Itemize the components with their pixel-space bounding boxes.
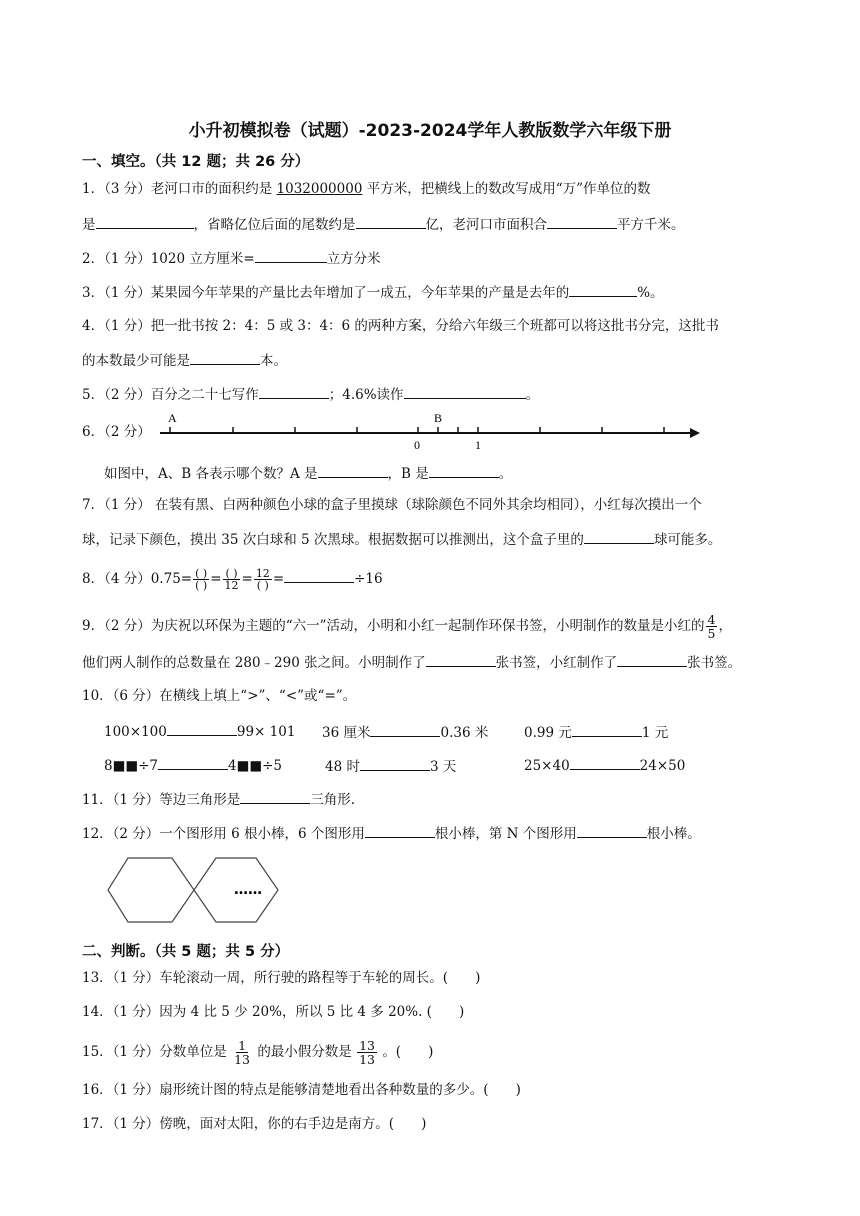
fraction-denominator: 5 — [707, 626, 716, 641]
comparison-item — [104, 755, 282, 774]
comparison-left: 36 厘米 — [322, 725, 371, 741]
fraction-2 — [223, 568, 241, 591]
q15-text-b: 的最小假分数是 — [257, 1044, 352, 1060]
q5-text-b: ；4.6%读作 — [328, 387, 404, 403]
question-5 — [82, 384, 539, 405]
q12-text-a: 12．（2 分）一个图形用 6 根小棒，6 个图形用 — [82, 826, 365, 842]
q3-text-b: %。 — [637, 285, 664, 301]
hexagon-shape — [108, 858, 194, 922]
q4-text-c: 本。 — [260, 353, 287, 369]
comparison-left: 100×100 — [104, 724, 167, 740]
answer-blank[interactable] — [356, 214, 426, 229]
question-15 — [82, 1039, 433, 1066]
question-6-label: 6．（2 分） — [82, 424, 151, 440]
answer-blank[interactable] — [570, 755, 640, 770]
comparison-right: 24×50 — [639, 758, 686, 774]
question-4-line-2 — [82, 350, 287, 371]
answer-blank[interactable] — [96, 214, 194, 229]
point-b-label: B — [434, 411, 443, 425]
q9-text-c: 张书签，小红制作了 — [495, 655, 618, 671]
comparison-right: 99× 101 — [236, 724, 296, 740]
fraction-1-numerator[interactable]: ( ) — [195, 567, 208, 580]
question-10-label: 10．（6 分）在横线上填上“>”、“<”或“=”。 — [82, 688, 357, 704]
equals-sign: = — [241, 571, 253, 587]
q6-text-c: ，B 是 — [387, 466, 429, 482]
comparison-left: 8■■÷7 — [104, 758, 158, 774]
equals-sign: = — [210, 571, 222, 587]
q4-text-b: 的本数最少可能是 — [82, 353, 190, 369]
q5-text-c: 。 — [525, 387, 540, 403]
question-3 — [82, 282, 664, 303]
answer-blank[interactable] — [167, 721, 237, 736]
q1-number: 1032000000 — [276, 181, 363, 197]
answer-blank[interactable] — [426, 652, 496, 667]
comparison-right: 4■■÷5 — [228, 758, 282, 774]
one-label: 1 — [475, 438, 481, 452]
continuation-dots: …… — [234, 882, 262, 898]
q1-text-f: 平方千米。 — [617, 217, 685, 233]
fraction-3 — [254, 568, 272, 591]
q6-text-d: 。 — [498, 466, 513, 482]
answer-blank[interactable] — [240, 789, 310, 804]
answer-blank[interactable] — [158, 755, 228, 770]
q7-text-b: 球，记录下颜色，摸出 35 次白球和 5 次黑球。根据数据可以推测出，这个盒子里的 — [82, 532, 584, 548]
comparison-right: 1 元 — [641, 725, 669, 741]
question-6-text — [104, 463, 512, 484]
comparison-item — [104, 721, 295, 740]
q11-text-a: 11．（1 分）等边三角形是 — [82, 792, 241, 808]
q1-text-d: ，省略亿位后面的尾数约是 — [193, 217, 356, 233]
number-line — [0, 405, 860, 465]
answer-blank[interactable] — [547, 214, 617, 229]
question-12 — [82, 823, 701, 844]
question-1-line-2 — [82, 214, 685, 235]
fraction-1 — [193, 568, 209, 591]
q8-text-a: 8．（4 分）0.75= — [82, 571, 193, 587]
q2-text-b: 立方分米 — [326, 251, 381, 267]
answer-blank[interactable] — [569, 282, 637, 297]
answer-blank[interactable] — [318, 463, 388, 478]
fraction-2-numerator[interactable]: ( ) — [225, 567, 238, 580]
comparison-right: 0.36 米 — [440, 725, 489, 741]
answer-blank[interactable] — [584, 529, 654, 544]
point-a-label: A — [168, 411, 177, 425]
fraction-numerator: 1 — [238, 1038, 247, 1053]
page-title: 小升初模拟卷（试题）-2023-2024学年人教版数学六年级下册 — [188, 121, 672, 141]
fraction-thirteen-thirteenths — [357, 1039, 377, 1066]
q2-text-a: 2．（1 分）1020 立方厘米= — [82, 251, 255, 267]
question-2 — [82, 248, 381, 269]
question-9-line-2 — [82, 652, 741, 673]
q3-text-a: 3．（1 分）某果园今年苹果的产量比去年增加了一成五，今年苹果的产量是去年的 — [82, 285, 570, 301]
q11-text-b: 三角形. — [310, 792, 356, 808]
answer-blank[interactable] — [259, 384, 329, 399]
q5-text-a: 5．（2 分）百分之二十七写作 — [82, 387, 259, 403]
q1-text-c: 是 — [82, 217, 96, 233]
comparison-left: 48 时 — [325, 759, 360, 775]
comparison-right: 3 天 — [429, 759, 457, 775]
question-13: 13．（1 分）车轮滚动一周，所行驶的路程等于车轮的周长。( ) — [82, 970, 481, 986]
fraction-1-denominator[interactable]: ( ) — [195, 579, 208, 592]
answer-blank[interactable] — [190, 350, 260, 365]
q9-text-a: 9．（2 分）为庆祝以环保为主题的“六一”活动，小明和小红一起制作环保书签，小明制作的数量是小红的 — [82, 618, 705, 634]
question-7-line-1: 7．（1 分） 在装有黑、白两种颜色小球的盒子里摸球（球除颜色不同外其余均相同），小红每次摸出一个 — [82, 497, 702, 513]
q15-text-a: 15．（1 分）分数单位是 — [82, 1044, 227, 1060]
fraction-denominator: 13 — [234, 1052, 251, 1067]
answer-blank[interactable] — [284, 568, 354, 583]
question-1-line-1 — [82, 179, 651, 199]
fraction-one-thirteenth — [232, 1039, 252, 1066]
fraction-denominator: 13 — [359, 1052, 376, 1067]
question-11 — [82, 789, 355, 810]
question-17: 17．（1 分）傍晚，面对太阳，你的右手边是南方。( ) — [82, 1116, 427, 1132]
answer-blank[interactable] — [404, 384, 526, 399]
question-16: 16．（1 分）扇形统计图的特点是能够清楚地看出各种数量的多少。( ) — [82, 1082, 521, 1098]
q9-text-d: 张书签。 — [687, 655, 742, 671]
fraction-3-numerator: 12 — [255, 567, 270, 580]
q7-text-c: 球可能多。 — [653, 532, 722, 548]
q1-text-a: 1．（3 分）老河口市的面积约是 — [82, 181, 277, 197]
question-8 — [82, 568, 383, 591]
answer-blank[interactable] — [370, 722, 440, 737]
fraction-3-denominator[interactable]: ( ) — [256, 579, 269, 592]
question-14: 14．（1 分）因为 4 比 5 少 20%，所以 5 比 4 多 20%. ( ) — [82, 1004, 465, 1020]
fraction-four-fifths — [706, 613, 718, 640]
comparison-left: 0.99 元 — [524, 725, 572, 741]
comparison-item — [322, 721, 488, 741]
q9-text-b: 他们两人制作的总数量在 280﹣290 张之间。小明制作了 — [82, 655, 426, 671]
answer-blank[interactable] — [255, 248, 327, 263]
fraction-numerator: 13 — [359, 1038, 376, 1053]
zero-label: 0 — [414, 438, 420, 452]
comparison-left: 25×40 — [524, 758, 570, 774]
answer-blank[interactable] — [617, 652, 687, 667]
section-2-heading: 二、判断。（共 5 题；共 5 分） — [82, 944, 290, 960]
comparison-item — [524, 755, 685, 774]
fraction-2-denominator: 12 — [224, 579, 239, 592]
question-9-line-1: 9．（2 分）为庆祝以环保为主题的“六一”活动，小明和小红一起制作环保书签，小明制作的数量是小红的 $\frac{4}{5}$ ， — [82, 612, 732, 641]
q8-tail: ÷16 — [354, 571, 383, 587]
number-line-arrow — [690, 428, 700, 438]
comparison-item — [524, 721, 668, 741]
question-4-line-1: 4．（1 分）把一批书按 2：4：5 或 3：4：6 的两种方案，分给六年级三个班都可以将这批书分完，这批书 — [82, 318, 719, 334]
q15-text-c: 。( ) — [382, 1044, 434, 1060]
answer-blank[interactable] — [577, 823, 647, 838]
section-1-heading: 一、填空。（共 12 题；共 26 分） — [82, 154, 310, 170]
answer-blank[interactable] — [572, 722, 642, 737]
q12-text-c: 根小棒。 — [646, 826, 701, 842]
q1-text-e: 亿，老河口市面积合 — [425, 217, 547, 233]
answer-blank[interactable] — [365, 823, 435, 838]
q1-text-b: 平方米，把横线上的数改写成用“万”作单位的数 — [362, 181, 651, 197]
answer-blank[interactable] — [360, 756, 430, 771]
fraction-numerator: 4 — [707, 612, 716, 627]
hexagon-figure — [106, 856, 306, 926]
answer-blank[interactable] — [429, 463, 499, 478]
comparison-item — [325, 755, 456, 775]
question-7-line-2 — [82, 529, 721, 550]
equals-sign: = — [272, 571, 285, 587]
q12-text-b: 根小棒，第 N 个图形用 — [434, 826, 577, 842]
q6-text-b: 如图中，A、B 各表示哪个数？A 是 — [104, 466, 318, 482]
